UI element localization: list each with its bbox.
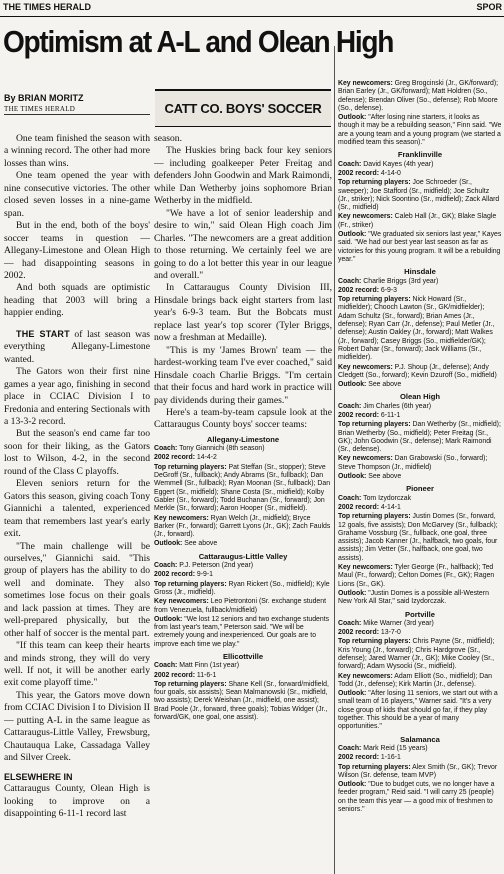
section-tag: CATT CO. BOYS' SOCCER <box>164 101 322 116</box>
column-divider <box>334 46 335 874</box>
team-info-value: P.J. Peterson (2nd year) <box>177 562 254 570</box>
team-info-row <box>338 590 502 607</box>
team-info-value: Mike Warner (3rd year) <box>361 619 434 627</box>
team-info-label: Top returning players: <box>338 296 411 304</box>
team-info-label: Top returning players: <box>338 513 411 521</box>
team-info-row <box>338 364 502 381</box>
team-info-value: Charlie Briggs (3rd year) <box>361 277 439 285</box>
paragraph: Eleven seniors return for the Gators this season, giving coach Tony Giannichi a talented, experienced team that remembers last year's early exit. <box>4 478 150 540</box>
team-info-label: Key newcomers: <box>338 80 393 87</box>
paragraph: And both squads are optimistic heading that 2003 will bring a happier ending. <box>4 282 150 319</box>
team-info-row <box>338 114 502 147</box>
team-info-value: See above <box>366 473 402 481</box>
team-info-value: Pat Steffan (Sr., stopper); Steve DeGroff (Sr., fullback); Andy Abrams (Sr., fullback); Dan Wemmell (Sr., fullback); Ryan Moonan (Sr., fullback); Dan Eggert (Sr., midfield); Shane Costa (Sr., midfield); Kolby Gabler (Sr., forward); Todd Buchanan (Sr., forward); Jon Merkle (Sr., forward); Aaron Hooper (Sr., midfield). <box>154 463 331 513</box>
team-name: Cattaraugus-Little Valley <box>198 551 288 561</box>
team-info-value: 1-16-1 <box>378 754 401 762</box>
team-info-value: "We lost 12 seniors and two exchange students from last year's team," Peterson said. "We will be extremely young and inexperienced. Our goals are to improve each time we play." <box>154 615 330 648</box>
page-header <box>0 0 504 17</box>
paragraph: Here's a team-by-team capsule look at the Cattaraugus County boys' soccer teams: <box>154 406 332 431</box>
team-name: Pioneer <box>406 484 434 494</box>
team-info-row <box>154 464 332 514</box>
team-info-row <box>338 231 502 264</box>
team-info-row <box>338 745 502 753</box>
team-info-value: See above <box>182 540 218 548</box>
paragraph: The Gators won their first nine games a year ago, finishing in second place in CCIAC Division I to Fredonia and entering Sectionals with a 13-3-2 record. <box>4 366 150 427</box>
article-column-2 <box>154 133 332 723</box>
team-info-row <box>154 571 332 579</box>
team-info-row <box>338 690 502 731</box>
team-info-value: Jim Charles (6th year) <box>361 402 432 410</box>
team-name: Salamanca <box>400 734 440 744</box>
paragraph: "We have a lot of senior leadership and desire to win," said Olean High coach Jim Charles. "The newcomers are a great addition to those returning. We certainly feel we are going to do a lot better this year in our league and overall." <box>154 207 332 281</box>
team-capsule <box>338 611 502 732</box>
team-info-value: Dan Wetherby (Sr., midfield); Brian Wetherby (So., midfield); Peter Freitag (Sr., GK); John Goodwin (Sr., defense); Mark Raimondi (Sr., defense). <box>338 421 501 454</box>
team-info-value: Tom Izydorczak <box>361 494 412 502</box>
subhead: ELSEWHERE IN <box>4 771 73 782</box>
paragraph: This year, the Gators move down from CCIAC Division I to Division II — putting A-L in the same league as Cattaraugus-Little Valley, Frewsburg, Chautauqua Lake, Cassadaga Valley and Silver Creek. <box>4 689 150 764</box>
team-info-value: Leo Pietrontoni (Sr. exchange student from Venezuela, fullback/midfield) <box>154 598 326 614</box>
team-info-value: "After losing 11 seniors, we start out with a small team of 16 players," Warner said. "It's a very close group of kids that should go far, if they play together. This should be a year of many opportunities." <box>338 690 498 731</box>
paragraph: One team opened the year with nine consecutive victories. The other closed seven losses in a nine-game span. <box>4 170 150 219</box>
team-info-row <box>154 454 332 462</box>
team-info-value: Ryan Rickert (So., midfield); Kyle Gross (Jr., midfield). <box>154 580 330 596</box>
team-name: Ellicottville <box>222 652 264 661</box>
team-info-row <box>338 213 502 230</box>
team-info-label: Key newcomers: <box>338 672 393 680</box>
team-info-value: "We graduated six seniors last year," Kayes said. "We had our best year last season as far as victories for this young program. It will be a rebuilding year." <box>338 231 502 263</box>
team-info-label: Key newcomers: <box>338 564 393 572</box>
team-info-label: Top returning players: <box>338 421 411 429</box>
team-info-row <box>338 296 502 362</box>
team-info-row <box>338 513 502 563</box>
team-info-label: Outlook: <box>338 781 367 789</box>
team-info-label: Outlook: <box>338 589 367 597</box>
team-info-row <box>338 781 502 814</box>
lead-in: THE START <box>16 328 70 339</box>
team-info-row <box>338 403 502 411</box>
team-info-row <box>154 672 332 680</box>
team-info-label: Outlook: <box>154 540 183 548</box>
team-info-value: Joe Schroeder (Sr., sweeper); Joe Stafford (Sr., midfield); Joe Schultz (Jr., striker); Nick Soontino (Sr., midfield); Zack Allard (Sr., midfield) <box>338 179 500 212</box>
team-capsule <box>338 268 502 389</box>
team-info-label: 2002 record: <box>338 286 379 294</box>
team-info-label: Coach: <box>338 744 362 752</box>
team-info-value: Nick Howard (Sr., midfielder); Chooch Lawton (Sr., GK/midfielder); Adam Schultz (Sr., forward); Brian Ames (Jr., defense); Ryan Carr (Jr., defense); Paul Metler (Jr., defense); Austin Oakley (Jr., forward); Matt Walkes (Jr., forward); Casey Briggs (So., midfielder/GK); Robert Dahar (Sr., forward); Jack Williams (Sr., midfielder). <box>338 296 495 362</box>
team-info-label: Top returning players: <box>338 179 411 187</box>
team-info-label: Top returning players: <box>154 463 227 471</box>
team-info-label: 2002 record: <box>338 503 379 511</box>
team-info-row <box>154 581 332 598</box>
team-info-label: Coach: <box>338 402 362 410</box>
team-info-value: Mark Reid (15 years) <box>361 744 428 752</box>
team-info-value: 11-6-1 <box>194 671 217 679</box>
team-info-label: Outlook: <box>338 690 367 698</box>
team-info-row <box>154 598 332 615</box>
paragraph: In Cattaraugus County Division III, Hinsdale brings back eight starters from last year's 6-9-3 team. But the Bobcats must replace last year's top scorer (Tyler Briggs, now a freshman at Medaille). <box>154 282 332 344</box>
team-info-row <box>154 562 332 570</box>
team-info-value: Dan Grabowski (So., forward); Steve Thompson (Jr., midfield) <box>338 455 488 471</box>
paragraph <box>4 328 150 366</box>
team-capsule <box>338 736 502 815</box>
paragraph: One team finished the season with a winning record. The other had more losses than wins. <box>4 133 150 169</box>
team-name: Olean High <box>399 392 441 402</box>
team-info-value: 4-14-1 <box>378 503 401 511</box>
paragraph: "If this team can keep their hearts and minds strong, they will do very well. If not, it will be another early exit come playoff time." <box>4 640 150 689</box>
paragraph: But the season's end came far too soon for their liking, as the Gators lost to Wilson, 4-2, in the second round of the Class C playoffs. <box>4 428 150 477</box>
team-info-row <box>338 504 502 512</box>
team-info-value: Tony Giannichi (8th season) <box>177 445 265 453</box>
team-info-row <box>338 564 502 589</box>
team-info-value: 6-9-3 <box>378 286 397 294</box>
team-info-label: Coach: <box>154 445 178 453</box>
team-capsule <box>154 436 332 549</box>
team-capsule <box>338 80 502 147</box>
team-info-label: 2002 record: <box>154 671 195 679</box>
paragraph-text: of last season was everything Allegany-Limestone wanted. <box>4 328 150 365</box>
article-headline: Optimism at A-L and Olean High <box>3 25 394 59</box>
team-info-value: Caleb Hall (Jr., GK); Blake Slagle (Fr., striker) <box>338 213 497 229</box>
team-info-label: 2002 record: <box>338 411 379 419</box>
team-info-row <box>338 495 502 503</box>
team-info-value: See above <box>366 381 402 389</box>
team-info-label: Outlook: <box>154 615 183 623</box>
team-capsule <box>154 653 332 722</box>
team-info-row <box>338 638 502 671</box>
team-info-value: 13-7-0 <box>378 629 401 637</box>
team-info-label: Coach: <box>338 160 362 168</box>
team-info-label: Outlook: <box>338 231 367 239</box>
team-info-row <box>338 620 502 628</box>
byline-rule <box>4 114 150 115</box>
team-info-label: 2002 record: <box>154 571 195 579</box>
team-info-value: 6-11-1 <box>378 411 401 419</box>
team-info-value: "Justin Domes is a possible all-Western New York All Star," said Izydorczak. <box>338 589 489 606</box>
byline-org: THE TIMES HERALD <box>4 105 76 113</box>
team-info-value: Shane Kell (Sr., forward/midfield, four goals, six assists); Sean Malmanowski (Sr., midfield, two assists); Derek Weishan (Jr., midfield, one assist); Brad Poole (Jr., forward, three goals); Tobias Widger (Jr., forward/GK, one goal, one assist). <box>154 680 329 722</box>
team-info-row <box>154 515 332 540</box>
team-info-label: 2002 record: <box>338 169 379 177</box>
team-info-value: 4-14-0 <box>378 169 401 177</box>
team-info-label: Coach: <box>154 562 178 570</box>
team-name: Hinsdale <box>404 267 436 277</box>
team-info-label: 2002 record: <box>154 454 195 462</box>
team-capsule <box>338 393 502 481</box>
team-info-row <box>338 673 502 690</box>
paragraph: "The main challenge will be ourselves," Giannichi said. "This group of players has the ability to do well and dominate. They also sometimes lose focus on their goals and lack passion at times. They are well-prepared physically, but the other half of soccer is the mental part. <box>4 540 150 639</box>
team-info-label: Key newcomers: <box>154 514 209 522</box>
team-info-label: Top returning players: <box>154 680 227 688</box>
team-info-label: 2002 record: <box>338 754 379 762</box>
team-info-value: 9-9-1 <box>194 571 213 579</box>
team-info-value: "Due to budget cuts, we no longer have a feeder program," Reid said. "I will carry 25 (people) on the team this year — a good mix of freshmen to seniors." <box>338 781 495 814</box>
paragraph: The Huskies bring back four key seniors — including goalkeeper Peter Freitag and defenders John Goodwin and Mark Raimondi, while Dan Wetherby joins sophomore Brian Wetherby in the midfield. <box>154 145 332 207</box>
team-info-value: Alex Smith (Sr., GK); Trevor Wilson (Sr. defense, team MVP) <box>338 763 498 779</box>
newspaper-name: THE TIMES HERALD <box>3 2 92 12</box>
team-info-row <box>338 764 502 781</box>
team-info-row <box>338 80 502 113</box>
team-info-value: "After losing nine starters, it looks as though it may be a rebuilding season," Finn said. "We are a young team and a young program (we started a modified team this season)." <box>338 114 502 147</box>
team-name: Portville <box>405 609 435 619</box>
team-info-row <box>338 170 502 178</box>
team-info-row <box>338 412 502 420</box>
paragraph: Cattaraugus County, Olean High is looking to improve on a disappointing 6-11-1 record last <box>4 783 150 820</box>
team-info-row <box>154 540 332 548</box>
team-info-row <box>338 381 502 389</box>
team-capsules <box>338 80 502 814</box>
team-info-value: Greg Brogcinski (Jr., GK/forward); Brian Earley (Jr., GK/forward); Matt Holdren (So., defense); Brendan Oliver (So., defense); Rob Moore (So., defense). <box>338 80 499 112</box>
team-info-value: Matt Finn (1st year) <box>177 662 240 670</box>
section-name: SPOR <box>476 2 502 12</box>
team-info-row <box>338 179 502 212</box>
team-info-label: Top returning players: <box>338 638 411 646</box>
team-info-row <box>338 455 502 472</box>
team-info-row <box>338 421 502 454</box>
team-info-label: Key newcomers: <box>338 363 393 371</box>
team-info-label: Outlook: <box>338 114 367 122</box>
team-info-row <box>338 278 502 286</box>
team-info-value: David Kayes (4th year) <box>361 160 434 168</box>
team-info-row <box>154 445 332 453</box>
team-capsule <box>154 553 332 649</box>
team-info-label: Coach: <box>154 662 178 670</box>
team-info-label: Key newcomers: <box>154 598 209 606</box>
team-info-row <box>154 662 332 670</box>
paragraph: "This is my 'James Brown' team — the hardest-working team I've ever coached," said Hinsdale coach Charlie Briggs. "I'm certain that their focus and hard work in practice will pay dividends during their games." <box>154 344 332 406</box>
team-info-label: Outlook: <box>338 381 367 389</box>
paragraph: season. <box>154 133 182 144</box>
team-info-label: Top returning players: <box>338 763 411 771</box>
team-name: Allegany-Limestone <box>206 434 280 444</box>
team-info-label: Key newcomers: <box>338 455 393 463</box>
team-info-row <box>154 681 332 722</box>
team-info-value: 14-4-2 <box>194 454 217 462</box>
paragraph: But in the end, both of the boys' soccer teams in question — Allegany-Limestone and Olean High — had disappointing seasons in 2002. <box>4 220 150 281</box>
team-info-row <box>154 616 332 649</box>
team-info-label: Top returning players: <box>154 580 227 588</box>
team-info-row <box>338 287 502 295</box>
team-info-label: Coach: <box>338 277 362 285</box>
team-info-label: Coach: <box>338 619 362 627</box>
team-info-value: Tyler George (Fr., halfback); Ted Maul (Fr., forward); Celton Domes (Fr., GK); Ragen Lions (Sr., GK). <box>338 564 495 588</box>
byline: By BRIAN MORITZ <box>4 93 84 103</box>
team-info-row <box>338 629 502 637</box>
team-info-row <box>338 161 502 169</box>
team-capsule <box>338 485 502 606</box>
team-info-value: Justin Domes (Sr., forward, 12 goals, five assists); Don McGarvey (Sr., fullback); Grahame Vossburg (Sr., fullback, one goal, three assists); Jacob Kanner (Jr., halfback, two goals, four assists); Jim Vetter (Sr., halfback, one goal, two assists). <box>338 513 498 562</box>
team-info-label: Outlook: <box>338 473 367 481</box>
team-info-value: Chris Payne (Sr., midfield); Kris Young (Jr., forward); Chris Hardgrove (Sr., defense); Jared Warner (Jr., GK); Mike Cooley (Sr., forward); Adam Wysocki (Sr., midfield). <box>338 638 495 671</box>
section-tag-box <box>155 89 331 127</box>
team-info-row <box>338 754 502 762</box>
article-column-3 <box>338 80 502 815</box>
team-info-label: Key newcomers: <box>338 213 393 221</box>
team-info-label: Coach: <box>338 494 362 502</box>
team-capsule <box>338 151 502 264</box>
article-column-1 <box>4 133 150 820</box>
team-info-value: Ryan Welch (Jr., midfield); Bryce Barker (Fr., forward); Garrett Lyons (Jr., GK); Zach Faulds (Jr., forward). <box>154 514 331 539</box>
team-info-label: 2002 record: <box>338 629 379 637</box>
team-name: Franklinville <box>397 150 443 160</box>
team-info-row <box>338 473 502 481</box>
team-capsules <box>154 436 332 723</box>
team-info-value: P.J. Shoup (Jr., defense); Andy Cledgett (So., forward); Kevin Dzuroff (So., midfield) <box>338 363 497 379</box>
team-info-value: Adam Elliott (So., midfield); Dan Todd (Jr., defense); Kirk Martin (Jr., defense). <box>338 672 492 688</box>
